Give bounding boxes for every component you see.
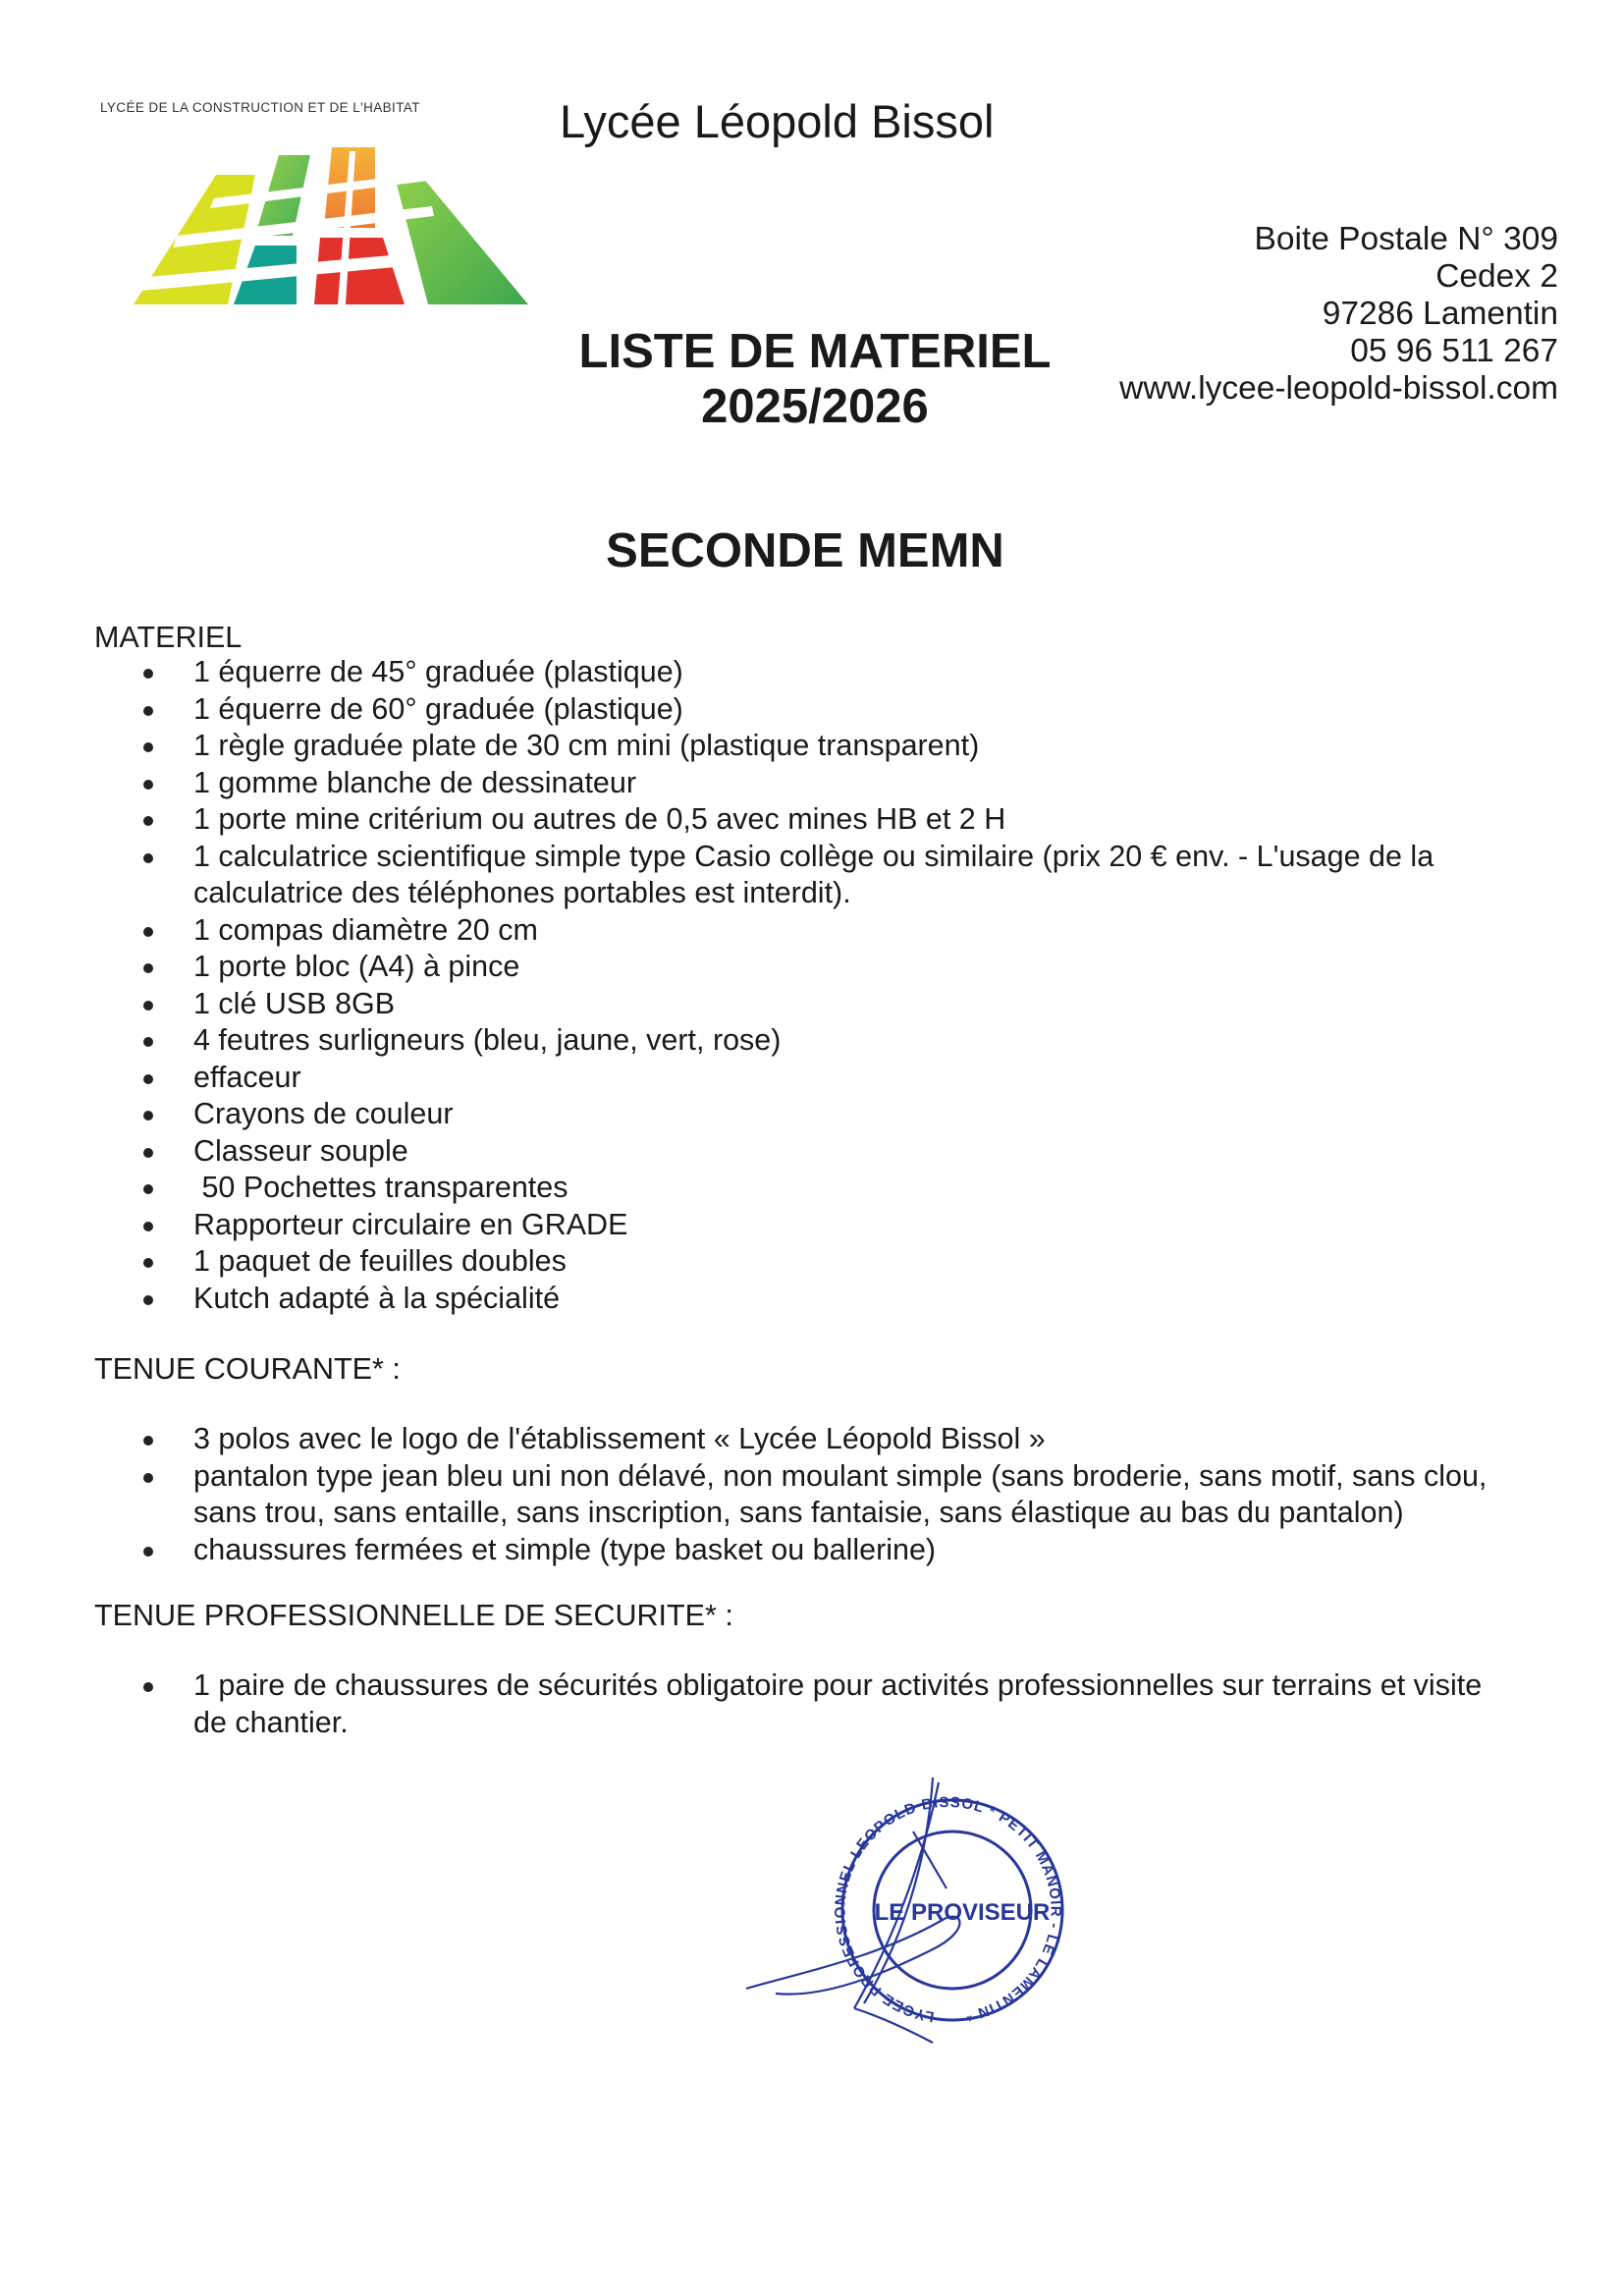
list-item: 1 règle graduée plate de 30 cm mini (plastique transparent) [0,728,1532,765]
document-title [511,324,1119,434]
list-item: Kutch adapté à la spécialité [0,1281,1532,1318]
list-item: 1 gomme blanche de dessinateur [0,765,1532,802]
bullet-icon [143,780,153,790]
list-item: 50 Pochettes transparentes [0,1170,1532,1207]
list-item: effaceur [0,1060,1532,1097]
address-line: Cedex 2 [1435,258,1558,295]
list-item: pantalon type jean bleu uni non délavé, non moulant simple (sans broderie, sans motif, sans clou, sans trou, sans entaille, sans inscription, sans fantaisie, sans élastique au bas du pantalon) [0,1458,1532,1532]
school-year: 2025/2026 [701,380,929,433]
address-phone: 05 96 511 267 [1350,333,1558,369]
list-item: Classeur souple [0,1133,1532,1171]
stamp-center-text: LE PROVISEUR [874,1899,1051,1926]
materiel-list [0,654,1532,1317]
list-item: chaussures fermées et simple (type basket ou ballerine) [0,1532,1532,1569]
tenue-courante-list [0,1421,1532,1568]
list-item: Rapporteur circulaire en GRADE [0,1207,1532,1244]
official-stamp [736,1773,1080,2057]
school-address [1119,221,1558,408]
bullet-icon [143,816,153,826]
list-item: 1 clé USB 8GB [0,986,1532,1023]
list-item: 1 équerre de 60° graduée (plastique) [0,691,1532,729]
bullet-icon [143,1074,153,1084]
bullet-icon [143,706,153,716]
list-item: 1 calculatrice scientifique simple type Casio collège ou similaire (prix 20 € env. - L'usage de la calculatrice des téléphones portables est interdit). [0,839,1532,912]
school-name: Lycée Léopold Bissol [560,95,995,147]
school-logo [118,137,550,314]
section-heading-tenue-courante: TENUE COURANTE* : [94,1352,401,1386]
list-item: Crayons de couleur [0,1096,1532,1133]
bullet-icon [143,1547,153,1557]
list-item: 1 porte bloc (A4) à pince [0,949,1532,986]
class-name: SECONDE MEMN [606,524,1004,577]
address-line: 97286 Lamentin [1322,296,1558,332]
address-website: www.lycee-leopold-bissol.com [1119,370,1558,407]
bullet-icon [143,853,153,863]
bullet-icon [143,1148,153,1158]
section-heading-tenue-pro: TENUE PROFESSIONNELLE DE SECURITE* : [94,1599,733,1632]
logo-shape-right [395,177,528,304]
bullet-icon [143,1001,153,1011]
stamp-ring-text: LYCEE PROFESSIONNEL LEOPOLD BISSOL * PETIT MANOIR - LE LAMENTIN * [832,1793,1064,2026]
bullet-icon [143,742,153,752]
list-item: 1 porte mine critérium ou autres de 0,5 avec mines HB et 2 H [0,801,1532,839]
address-line: Boite Postale N° 309 [1254,221,1558,257]
bullet-icon [143,1436,153,1446]
logo-caption: LYCÉE DE LA CONSTRUCTION ET DE L'HABITAT [100,100,420,115]
bullet-icon [143,1258,153,1268]
bullet-icon [143,963,153,973]
bullet-icon [143,1295,153,1305]
list-item: 3 polos avec le logo de l'établissement « Lycée Léopold Bissol » [0,1421,1532,1458]
list-item: 1 paquet de feuilles doubles [0,1243,1532,1281]
tenue-pro-list [0,1667,1532,1741]
bullet-icon [143,1184,153,1194]
list-item: 1 équerre de 45° graduée (plastique) [0,654,1532,691]
list-item: 4 feutres surligneurs (bleu, jaune, vert, rose) [0,1022,1532,1060]
title-line: LISTE DE MATERIEL [578,325,1052,378]
bullet-icon [143,927,153,937]
bullet-icon [143,1037,153,1047]
bullet-icon [143,1111,153,1121]
bullet-icon [143,669,153,679]
bullet-icon [143,1473,153,1483]
section-heading-materiel: MATERIEL [94,621,243,654]
list-item: 1 compas diamètre 20 cm [0,912,1532,950]
bullet-icon [143,1222,153,1231]
bullet-icon [143,1682,153,1692]
list-item: 1 paire de chaussures de sécurités obligatoire pour activités professionnelles sur terrains et visite de chantier. [0,1667,1532,1741]
